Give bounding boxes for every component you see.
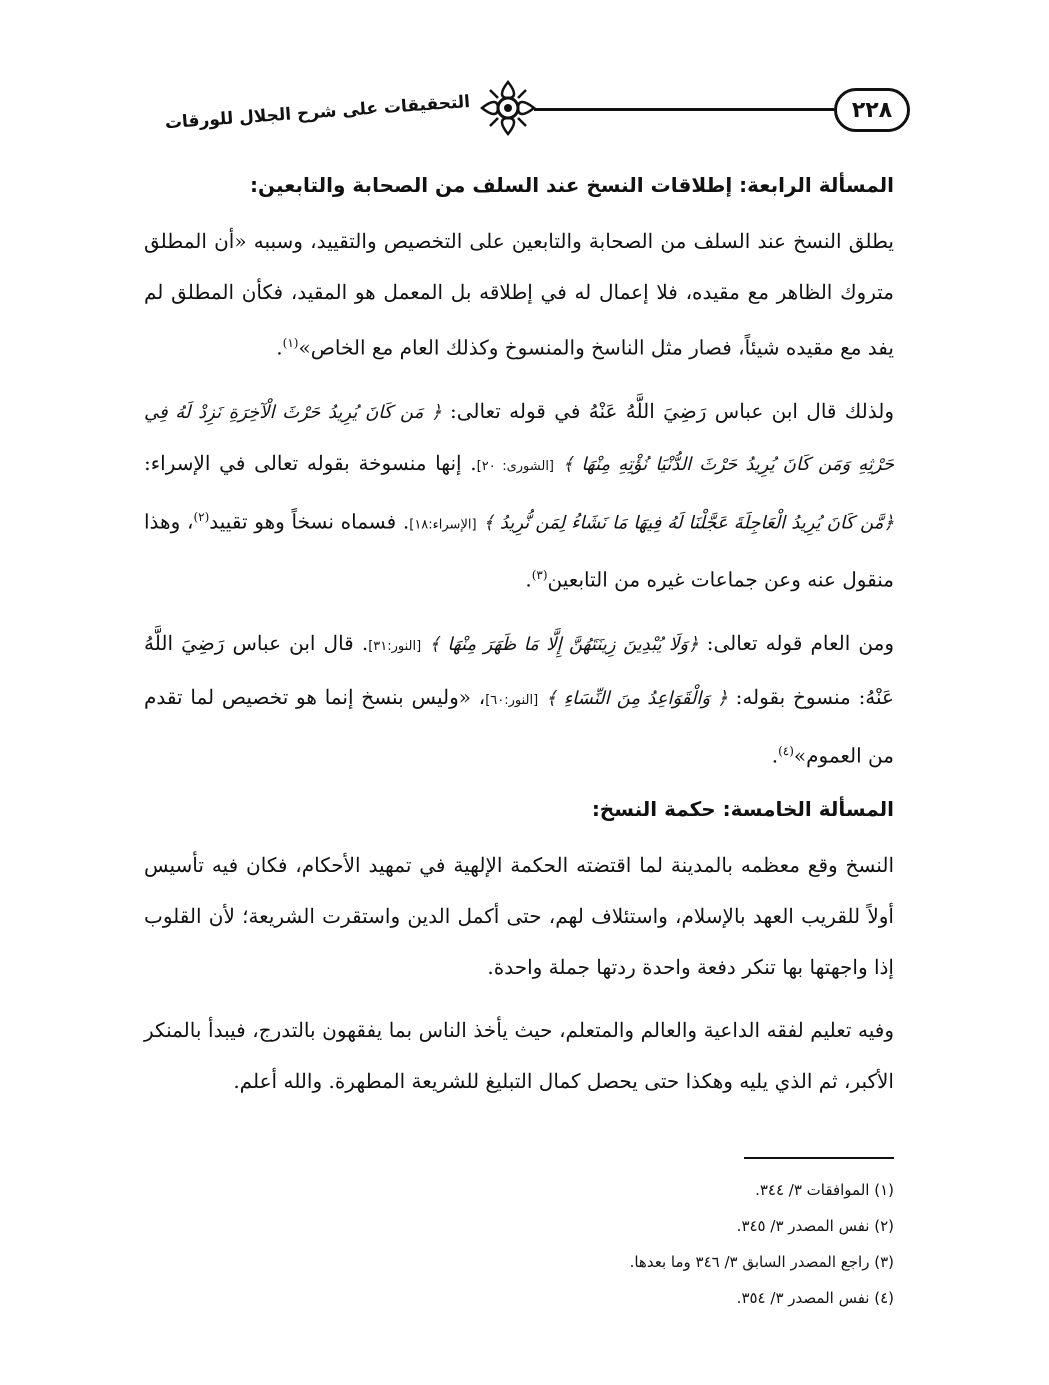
- paragraph-2: ولذلك قال ابن عباس رَضِيَ اللَّهُ عَنْهُ في قوله تعالى: ﴿ مَن كَانَ يُرِيدُ حَرْثَ الْآخِرَةِ نَزِدْ لَهُ فِي حَرْثِهِ وَمَن كَانَ يُرِيدُ حَرْثَ الدُّنْيَا نُؤْتِهِ مِنْهَا ﴾ [الشورى: ٢٠]. إنها منسوخة بقوله تعالى في الإسراء: ﴿مَّن كَانَ يُرِيدُ الْعَاجِلَةَ عَجَّلْنَا لَهُ فِيهَا مَا نَشَاءُ لِمَن نُّرِيدُ ﴾ [الإسراء:١٨]. فسماه نسخاً وهو تقييد$^{(٢)}$، وهذا منقول عنه وعن جماعات غيره من التابعين$^{(٣)}$.: [144, 398, 895, 592]
- paragraph-2-text-c: . فسماه نسخاً وهو تقييد: [209, 509, 410, 534]
- paragraph-3-text-a: ومن العام قوله تعالى:: [706, 630, 894, 655]
- quran-ref-shura: [الشورى: ٢٠]: [476, 458, 554, 474]
- footnote-1: (١) الموافقات ٣/ ٣٤٤.: [755, 1181, 894, 1199]
- quran-quote-shura: ﴿ مَن كَانَ يُرِيدُ حَرْثَ الْآخِرَةِ نَزِدْ لَهُ فِي حَرْثِهِ وَمَن كَانَ يُرِيدُ حَرْثَ الدُّنْيَا نُؤْتِهِ مِنْهَا ﴾: [144, 401, 894, 475]
- quran-quote-isra: ﴿مَّن كَانَ يُرِيدُ الْعَاجِلَةَ عَجَّلْنَا لَهُ فِيهَا مَا نَشَاءُ لِمَن نُّرِيدُ ﴾: [483, 512, 894, 534]
- footnote-marker-3: (٣): [531, 568, 548, 583]
- paragraph-2-text-a: ولذلك قال ابن عباس رَضِيَ اللَّهُ عَنْهُ في قوله تعالى:: [450, 398, 895, 423]
- footnote-divider: [744, 1157, 894, 1159]
- footnote-4: (٤) نفس المصدر ٣/ ٣٥٤.: [736, 1289, 894, 1307]
- page-body: [144, 170, 894, 1119]
- page-number-badge: ٢٢٨: [834, 88, 910, 132]
- paragraph-1: يطلق النسخ عند السلف من الصحابة والتابعين على التخصيص والتقييد، وسببه «أن المطلق متروك الظاهر مع مقيده، فلا إعمال له في إطلاقه بل المعمل هو المقيد، فكأن المطلق لم يفد مع مقيده شيئاً، فصار مثل الناسخ والمنسوخ وكذلك العام مع الخاص»$^{(١)}$.: [144, 229, 894, 360]
- footnote-2: (٢) نفس المصدر ٣/ ٣٤٥.: [736, 1217, 894, 1235]
- header-rule: [534, 108, 834, 111]
- footnote-marker-1: (١): [282, 336, 299, 350]
- footnotes-list: [394, 1172, 894, 1316]
- paragraph-5: وفيه تعليم لفقه الداعية والعالم والمتعلم، حيث يأخذ الناس بما يفقهون بالتدرج، فيبدأ بالمنكر الأكبر، ثم الذي يليه وهكذا حتى يحصل كمال التبليغ للشريعة المطهرة. والله أعلم.: [144, 1017, 894, 1093]
- quran-ref-isra: [الإسراء:١٨]: [409, 517, 477, 533]
- quran-quote-nur-31: ﴿وَلَا يُبْدِينَ زِينَتَهُنَّ إِلَّا مَا ظَهَرَ مِنْهَا ﴾: [429, 633, 699, 655]
- footnote-3: (٣) راجع المصدر السابق ٣/ ٣٤٦ وما بعدها.: [629, 1253, 894, 1271]
- paragraph-3: ومن العام قوله تعالى: ﴿وَلَا يُبْدِينَ زِينَتَهُنَّ إِلَّا مَا ظَهَرَ مِنْهَا ﴾ [النور:٣١]. قال ابن عباس رَضِيَ اللَّهُ عَنْهُ: منسوخ بقوله: ﴿ وَالْقَوَاعِدُ مِنَ النِّسَاءِ ﴾ [النور:٦٠]، «وليس بنسخ إنما هو تخصيص لما تقدم من العموم»$^{(٤)}$.: [144, 630, 894, 768]
- footnote-marker-4: (٤): [778, 743, 794, 758]
- footnote-marker-2: (٢): [193, 509, 210, 524]
- paragraph-2-text-d: ، وهذا منقول عنه وعن جماعات غيره من التابعين: [144, 509, 894, 592]
- paragraph-3-text-b: . قال ابن عباس رَضِيَ اللَّهُ عَنْهُ: منسوخ بقوله:: [144, 630, 894, 709]
- page-header: [140, 70, 910, 150]
- quran-quote-nur-60: ﴿ وَالْقَوَاعِدُ مِنَ النِّسَاءِ ﴾: [546, 687, 728, 709]
- paragraph-2-text-b: . إنها منسوخة بقوله تعالى في الإسراء:: [144, 450, 477, 475]
- quran-ref-nur-60: [النور:٦٠]: [485, 692, 539, 708]
- paragraph-4: النسخ وقع معظمه بالمدينة لما اقتضته الحكمة الإلهية في تمهيد الأحكام، فكان فيه تأسيس أولاً للقريب العهد بالإسلام، واستئلاف لهم، حتى أكمل الدين واستقرت الشريعة؛ لأن القلوب إذا واجهتها بها تنكر دفعة واحدة ردتها جملة واحدة.: [144, 852, 894, 979]
- floral-ornament-icon: [478, 78, 538, 138]
- section-heading-4: المسألة الرابعة: إطلاقات النسخ عند السلف من الصحابة والتابعين:: [250, 173, 894, 197]
- quran-ref-nur-31: [النور:٣١]: [368, 638, 422, 654]
- running-title: التحقيقات على شرح الجلال للورقات: [164, 92, 471, 134]
- paragraph-3-text-c: ، «وليس بنسخ إنما هو تخصيص لما تقدم من العموم»: [144, 684, 894, 768]
- section-heading-5: المسألة الخامسة: حكمة النسخ:: [591, 796, 894, 821]
- paragraph-1-text: يطلق النسخ عند السلف من الصحابة والتابعين على التخصيص والتقييد، وسببه «أن المطلق متروك الظاهر مع مقيده، فلا إعمال له في إطلاقه بل المعمل هو المقيد، فكأن المطلق لم يفد مع مقيده شيئاً، فصار مثل الناسخ والمنسوخ وكذلك العام مع الخاص»: [144, 229, 894, 360]
